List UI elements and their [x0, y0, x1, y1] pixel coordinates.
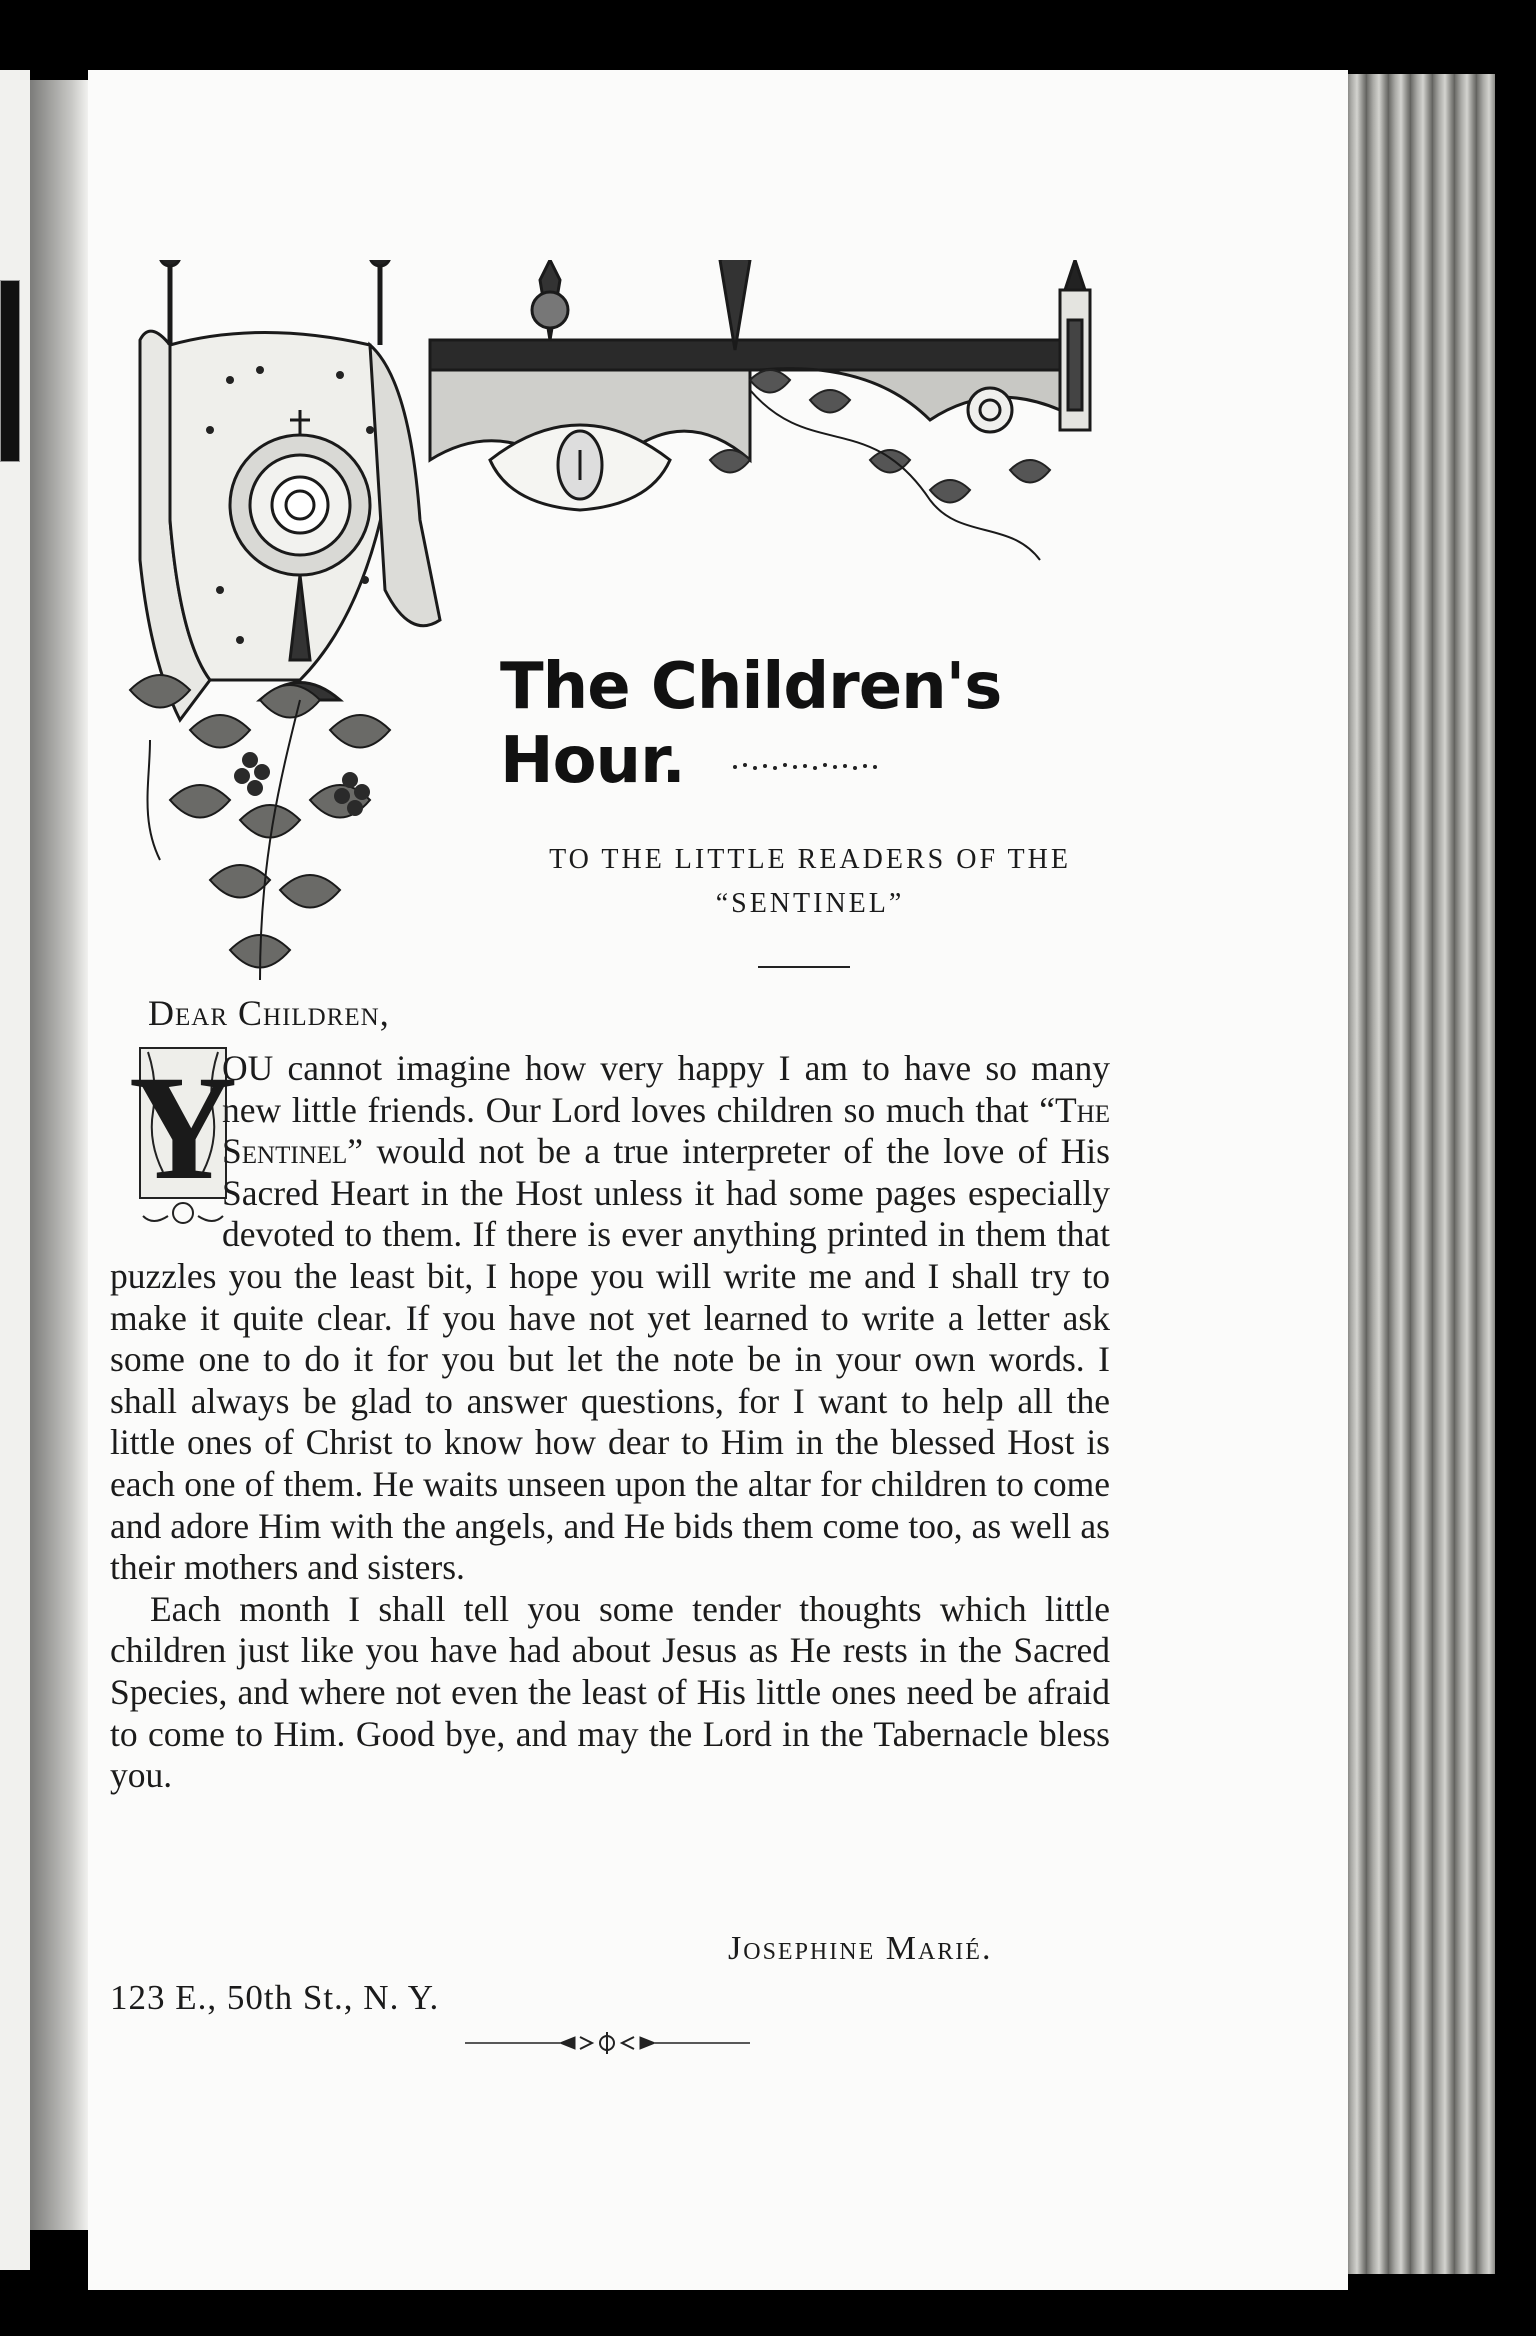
- paragraph-1-text-b: ” would not be a true interpreter of the love of His Sacred Heart in the Host unless it had some pages especially devoted to them. If there is ever anything printed in them that puzzles you the least bit, I hope you will write me and I shall try to make it quite clear. If you have not yet learned to write a letter ask some one to do it for you but let the note be in your own words. I shall always be glad to answer questions, for I want to help all the little ones of Christ to know how dear to Him in the blessed Host is each one of them. He waits unseen upon the altar for children to come and adore Him with the angels, and He bids them come too, as well as their mothers and sisters.: [110, 1131, 1110, 1588]
- letter-body: [110, 1048, 1110, 1797]
- drop-cap-letter: Y: [128, 1045, 238, 1211]
- book-page: [88, 70, 1348, 2290]
- dedication-line-2: “SENTINEL”: [715, 888, 905, 919]
- sender-address: 123 E., 50th St., N. Y.: [110, 1978, 440, 2017]
- dedication-line-1: TO THE LITTLE READERS OF THE: [549, 844, 1071, 875]
- short-rule: [758, 966, 850, 968]
- sentinel-title: The Sentinel: [222, 1089, 1110, 1172]
- signature: Josephine Marié.: [728, 1930, 993, 1967]
- paragraph-1: [110, 1048, 1110, 1589]
- page-title: The Children's Hour.: [500, 650, 1002, 798]
- paragraph-1-text-a: OU cannot imagine how very happy I am to have so many new little friends. Our Lord loves children so much that “: [222, 1048, 1110, 1130]
- salutation: Dear Children,: [148, 993, 390, 1033]
- closing-ornament: [465, 2030, 750, 2056]
- dedication-heading: [470, 838, 1150, 926]
- title-dotted-divider: [730, 760, 880, 774]
- paragraph-2: Each month I shall tell you some tender thoughts which little children just like you have had about Jesus as He rests in the Sacred Species, and where not even the least of His little ones need be afraid to come to Him. Good bye, and may the Lord in the Tabernacle bless you.: [110, 1588, 1110, 1796]
